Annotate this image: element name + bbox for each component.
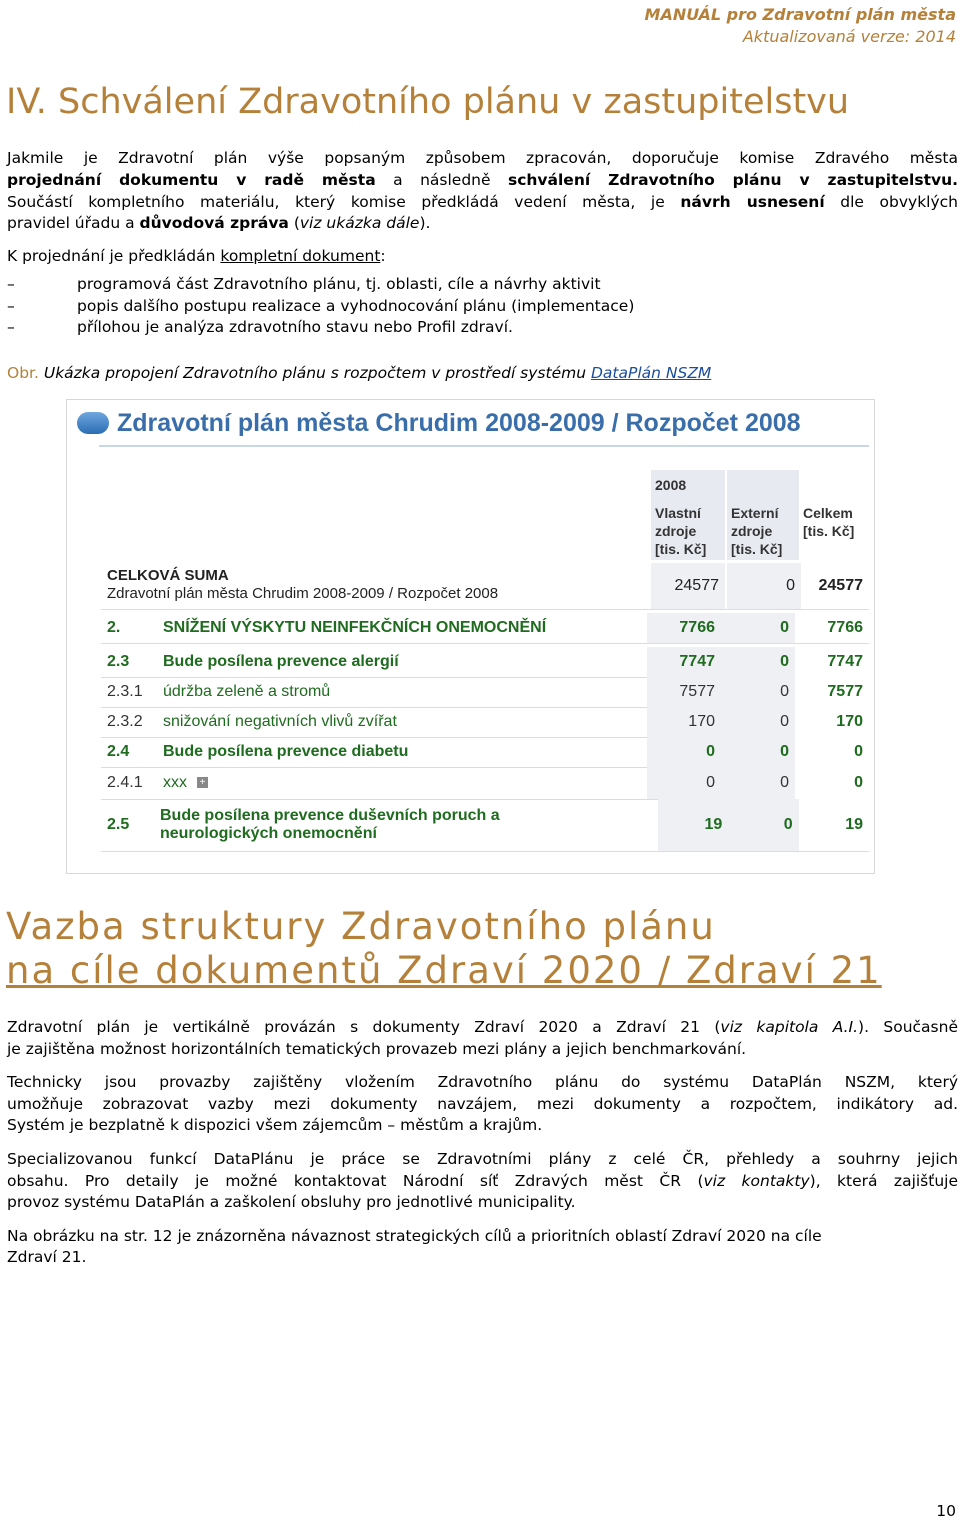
list-item: – programová část Zdravotního plánu, tj. oblasti, cíle a návrhy aktivit [7,275,601,293]
paragraph-line: provoz systému DataPlán a zaškolení obsluhy pro jednotlivé municipality. [7,1193,576,1211]
paragraph-line: Součástí kompletního materiálu, který komise předkládá vedení města, je návrh usnesení dle obvyklých [7,193,958,211]
list-item: – popis dalšího postupu realizace a vyhodnocování plánu (implementace) [7,296,635,315]
section-heading: IV. Schválení Zdravotního plánu v zastupitelstvu [6,82,850,122]
paragraph-line: Specializovanou funkcí DataPlánu je práce se Zdravotními plány z celé ČR, přehledy a souhrny jejich [7,1150,958,1168]
table-row[interactable]: 2. SNÍŽENÍ VÝSKYTU NEINFEKČNÍCH ONEMOCNĚNÍ 7766 0 7766 [101,613,869,644]
document-list [7,274,634,339]
paragraph-line: obsahu. Pro detaily je možné kontaktovat Národní síť Zdravých měst ČR (viz kontakty), která zajišťuje [7,1172,958,1190]
paragraph-line: Jakmile je Zdravotní plán výše popsaným způsobem zpracován, doporučuje komise Zdravého města [7,149,958,167]
paragraph-line: K projednání je předkládán kompletní dokument: [7,247,386,265]
table-row[interactable]: 2.4.1 xxx + 0 0 0 [101,767,869,800]
header-title: MANUÁL pro Zdravotní plán města [644,5,956,24]
page-number: 10 [936,1502,956,1520]
table-row[interactable]: 2.3.2 snižování negativních vlivů zvířat 170 0 170 [101,707,869,738]
table-row[interactable]: 2.4 Bude posílena prevence diabetu 0 0 0 [101,737,869,768]
budget-screenshot [66,399,875,874]
column-header: Celkem [tis. Kč] [799,470,873,560]
paragraph-line: je zajištěna možnost horizontálních tematických provazeb mezi plány a jejich benchmarkování. [7,1040,747,1058]
header-version: Aktualizovaná verze: 2014 [742,27,956,46]
table-row[interactable]: 2.3 Bude posílena prevence alergií 7747 0 7747 [101,647,869,678]
paragraph-line: Zdraví 21. [7,1248,87,1266]
page-header [645,4,956,48]
expand-icon[interactable]: + [197,777,208,788]
dataplan-link[interactable]: DataPlán NSZM [590,364,712,382]
bullet-icon [77,412,109,434]
total-row: CELKOVÁ SUMA Zdravotní plán města Chrudim 2008-2009 / Rozpočet 2008 24577 0 24577 [101,563,869,610]
paragraph-line: Na obrázku na str. 12 je znázorněna návaznost strategických cílů a prioritních oblastí Zdraví 2020 na cíle [7,1227,822,1245]
table-row[interactable]: 2.3.1 údržba zeleně a stromů 7577 0 7577 [101,677,869,708]
paragraph-line: pravidel úřadu a důvodová zpráva (viz ukázka dále). [7,214,431,232]
paragraph-line: Technicky jsou provazby zajištěny vložením Zdravotního plánu do systému DataPlán NSZM, který [7,1073,958,1091]
section-heading-2: Vazba struktury Zdravotního plánu na cíle dokumentů Zdraví 2020 / Zdraví 21 [6,905,882,992]
list-item: – přílohou je analýza zdravotního stavu nebo Profil zdraví. [7,318,513,336]
paragraph-line: Systém je bezplatně k dispozici všem zájemcům – městům a krajům. [7,1116,543,1134]
paragraph-line: projednání dokumentu v radě města a následně schválení Zdravotního plánu v zastupitelstvu. [7,171,959,189]
figure-caption: Obr. Ukázka propojení Zdravotního plánu s rozpočtem v prostředí systému DataPlán NSZM [7,364,712,382]
column-header: 2008 Vlastní zdroje [tis. Kč] [651,470,725,560]
table-row[interactable]: 2.5 Bude posílena prevence duševních poruch a neurologických onemocnění 19 0 19 [101,799,869,852]
screenshot-title: Zdravotní plán města Chrudim 2008-2009 / Rozpočet 2008 [77,406,817,440]
divider [99,445,869,447]
paragraph-line: umožňuje zobrazovat vazby mezi dokumenty navzájem, mezi dokumenty a rozpočtem, indikátory ad. [7,1095,958,1113]
column-header: Externí zdroje [tis. Kč] [727,470,801,560]
paragraph-line: Zdravotní plán je vertikálně provázán s dokumenty Zdraví 2020 a Zdraví 21 (viz kapitola A.I.). Současně [7,1018,958,1036]
